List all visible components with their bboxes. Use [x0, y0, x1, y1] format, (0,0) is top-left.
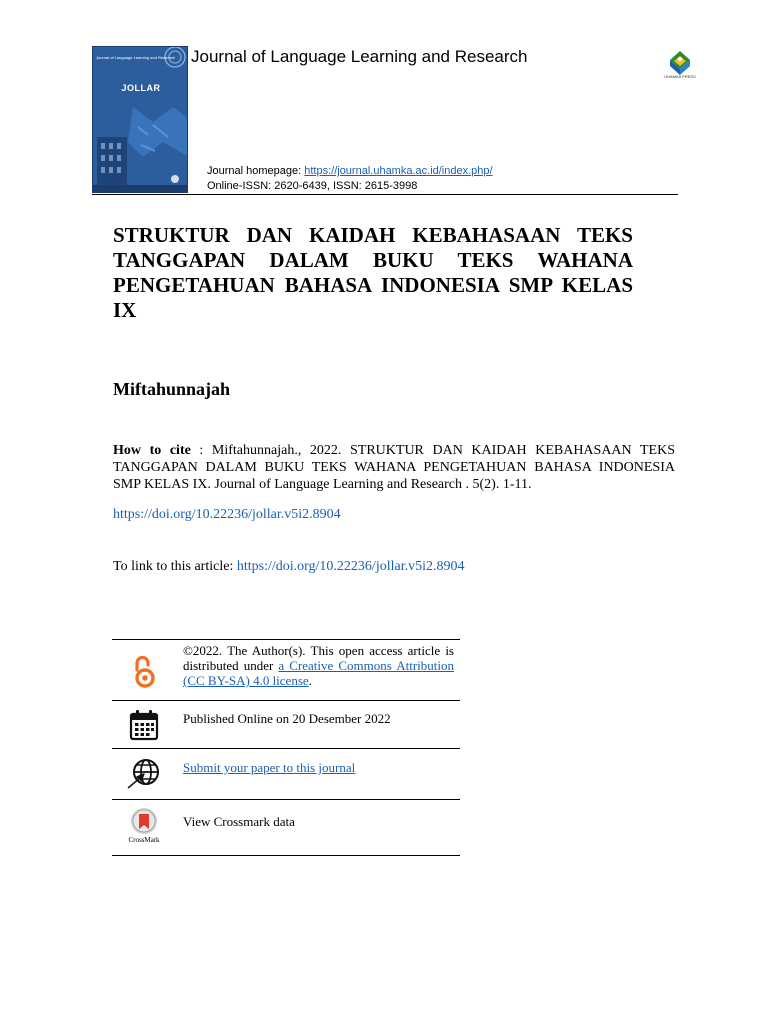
- crossmark-text[interactable]: View Crossmark data: [183, 814, 295, 829]
- issn-line: Online-ISSN: 2620-6439, ISSN: 2615-3998: [207, 180, 418, 192]
- homepage-link[interactable]: https://journal.uhamka.ac.id/index.php/: [304, 165, 493, 177]
- article-doi-link[interactable]: https://doi.org/10.22236/jollar.v5i2.8904: [236, 559, 465, 574]
- submit-row: [112, 748, 460, 799]
- crossmark-row: [112, 799, 460, 856]
- article-title: STRUKTUR DAN KAIDAH KEBAHASAAN TEKS TANGGAPAN DALAM BUKU TEKS WAHANA PENGETAHUAN BAHASA INDONESIA SMP KELAS IX: [113, 223, 633, 322]
- journal-header: [92, 46, 696, 195]
- journal-name: Journal of Language Learning and Research: [191, 47, 528, 66]
- cover-acronym: JOLLAR: [121, 83, 161, 93]
- article-author: Miftahunnajah: [113, 379, 231, 399]
- license-row: [112, 639, 460, 700]
- cite-text: : Miftahunnajah., 2022. STRUKTUR DAN KAIDAH KEBAHASAAN TEKS TANGGAPAN DALAM BUKU TEKS WAHANA PENGETAHUAN BAHASA INDONESIA SMP KELAS IX. Journal of Language Learning and Research . 5(2). 1-11.: [113, 443, 675, 492]
- link-to-article: [113, 558, 464, 575]
- publisher-logo-icon: [658, 48, 702, 88]
- published-row: [112, 700, 460, 748]
- license-link[interactable]: a Creative Commons Attribution (CC BY-SA) 4.0 license: [183, 658, 454, 688]
- journal-homepage: [207, 164, 493, 178]
- license-text: [183, 643, 454, 688]
- cite-doi-link[interactable]: [113, 506, 341, 523]
- link-label: To link to this article:: [113, 559, 237, 574]
- publisher-label: UHAMKA PRESS: [664, 74, 696, 79]
- homepage-label: Journal homepage:: [207, 165, 305, 177]
- cover-journal-title: Journal of Language Learning and Research: [96, 55, 176, 60]
- calendar-icon: [126, 707, 162, 743]
- article-info-table: [112, 639, 460, 856]
- open-access-icon: [126, 654, 162, 690]
- published-text: Published Online on 20 Desember 2022: [183, 711, 391, 726]
- crossmark-logo-label: CrossMark: [128, 836, 160, 844]
- header-divider: [92, 194, 678, 195]
- cite-label: How to cite: [113, 443, 191, 458]
- globe-submit-icon: [126, 756, 162, 792]
- submit-paper-link[interactable]: Submit your paper to this journal: [183, 760, 356, 775]
- journal-cover-image: [92, 46, 188, 193]
- license-suffix: .: [308, 673, 312, 688]
- how-to-cite: [113, 442, 675, 493]
- doi-text[interactable]: https://doi.org/10.22236/jollar.v5i2.8904: [113, 507, 341, 522]
- license-prefix: ©2022. The Author(s). This open access article is distributed under: [183, 643, 454, 673]
- submit-text[interactable]: [183, 760, 454, 775]
